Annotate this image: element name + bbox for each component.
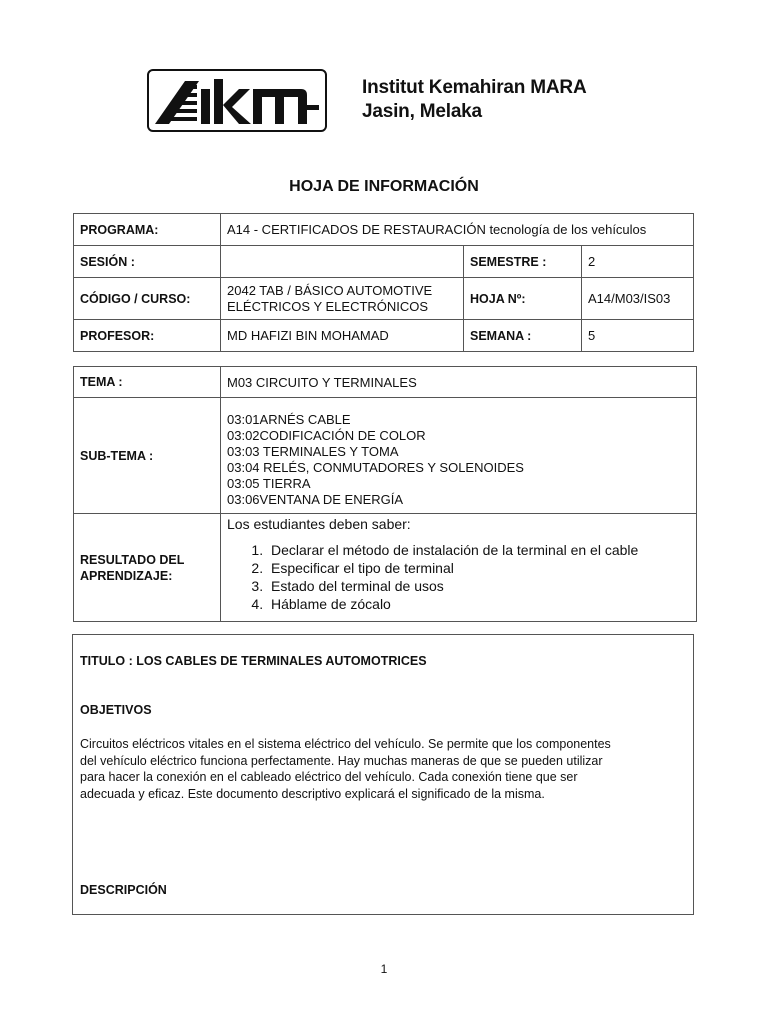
resultado-intro: Los estudiantes deben saber: (227, 516, 411, 532)
descripcion-heading: DESCRIPCIÓN (80, 883, 167, 897)
hoja-value: A14/M03/IS03 (582, 278, 694, 320)
subtema-item: 03:03 TERMINALES Y TOMA (227, 444, 399, 459)
list-item: 2. Especificar el tipo de terminal (267, 559, 690, 577)
codigo-value (221, 278, 464, 320)
semestre-label: SEMESTRE : (464, 246, 582, 278)
subtema-item: 03:01ARNÉS CABLE (227, 412, 351, 427)
table-row (74, 320, 694, 352)
institution-location: Jasin, Melaka (362, 101, 482, 122)
codigo-value-line: 2042 TAB / BÁSICO AUTOMOTIVE (227, 282, 433, 298)
institution-name: Institut Kemahiran MARA (362, 77, 587, 98)
topic-table (73, 366, 697, 622)
codigo-label: CÓDIGO / CURSO: (74, 278, 221, 320)
programa-label: PROGRAMA: (74, 214, 221, 246)
semestre-value: 2 (582, 246, 694, 278)
profesor-label: PROFESOR: (74, 320, 221, 352)
table-row (74, 514, 697, 622)
table-row (74, 367, 697, 398)
document-title: HOJA DE INFORMACIÓN (289, 178, 479, 195)
table-row (74, 398, 697, 514)
table-row (74, 214, 694, 246)
table-row (74, 278, 694, 320)
objetivos-paragraph (80, 736, 680, 802)
resultado-label (74, 514, 221, 622)
subtema-list (221, 398, 697, 514)
subtema-label: SUB-TEMA : (74, 398, 221, 514)
table-row (74, 246, 694, 278)
subtema-item: 03:05 TIERRA (227, 476, 311, 491)
objetivos-heading: OBJETIVOS (80, 703, 152, 717)
list-item: 4. Háblame de zócalo (267, 595, 690, 613)
info-table (73, 213, 694, 352)
profesor-value: MD HAFIZI BIN MOHAMAD (221, 320, 464, 352)
tema-label: TEMA : (74, 367, 221, 398)
sesion-value (221, 246, 464, 278)
resultado-label-line: RESULTADO DEL (80, 552, 185, 567)
sesion-label: SESIÓN : (74, 246, 221, 278)
programa-value: A14 - CERTIFICADOS DE RESTAURACIÓN tecnología de los vehículos (221, 214, 694, 246)
content-section (72, 634, 694, 915)
resultado-label-line: APRENDIZAJE: (80, 568, 173, 583)
paragraph-line: Circuitos eléctricos vitales en el sistema eléctrico del vehículo. Se permite que los componentes (80, 737, 611, 751)
ikm-logo-icon (155, 75, 323, 130)
semana-value: 5 (582, 320, 694, 352)
codigo-value-line: ELÉCTRICOS Y ELECTRÓNICOS (227, 298, 429, 314)
paragraph-line: del vehículo eléctrico funciona perfectamente. Hay muchas maneras de que se pueden utilizar (80, 753, 603, 768)
institution-logo (147, 69, 327, 132)
paragraph-line: adecuada y eficaz. Este documento descriptivo explicará el significado de la misma. (80, 786, 545, 801)
page-number: 1 (380, 962, 388, 976)
learning-outcomes-list (227, 541, 690, 613)
list-item: 3. Estado del terminal de usos (267, 577, 690, 595)
subtema-item: 03:04 RELÉS, CONMUTADORES Y SOLENOIDES (227, 460, 524, 475)
list-item: 1. Declarar el método de instalación de la terminal en el cable (267, 541, 690, 559)
hoja-label: HOJA Nº: (464, 278, 582, 320)
paragraph-line: para hacer la conexión en el cableado eléctrico del vehículo. Cada conexión tiene que ser (80, 770, 578, 784)
resultado-content (221, 514, 697, 622)
content-title: TITULO : LOS CABLES DE TERMINALES AUTOMOTRICES (80, 654, 427, 668)
semana-label: SEMANA : (464, 320, 582, 352)
subtema-item: 03:06VENTANA DE ENERGÍA (227, 492, 404, 507)
tema-value: M03 CIRCUITO Y TERMINALES (221, 367, 697, 398)
subtema-item: 03:02CODIFICACIÓN DE COLOR (227, 428, 426, 443)
